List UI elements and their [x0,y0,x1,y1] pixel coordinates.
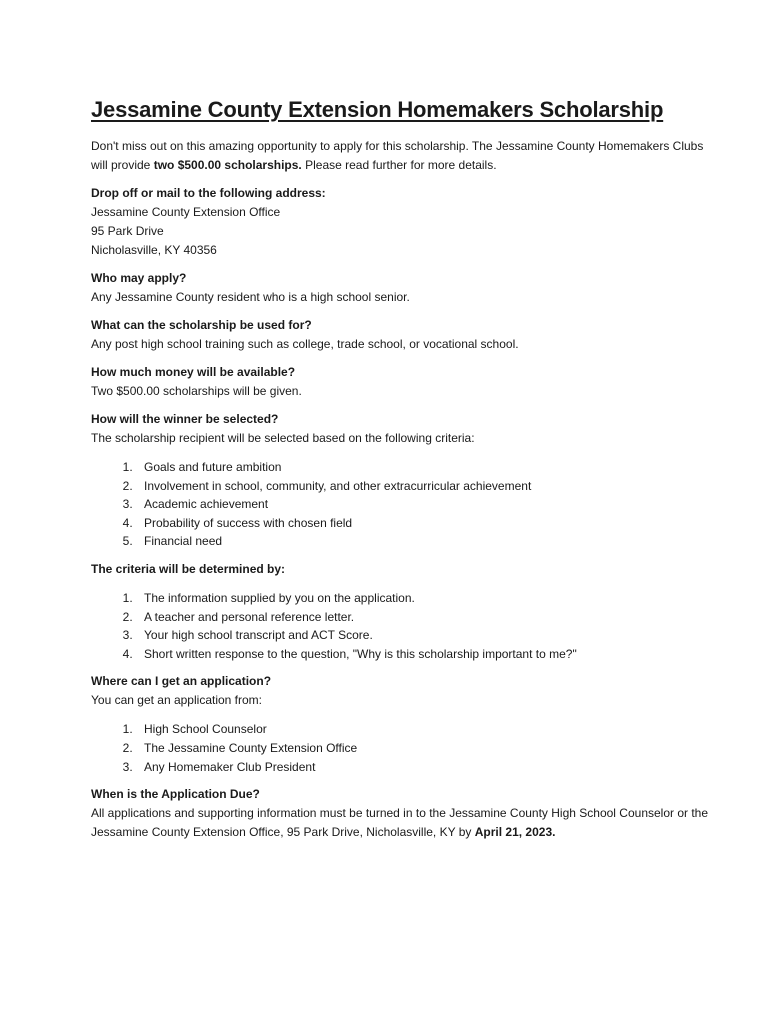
list-item: 2. Involvement in school, community, and other extracurricular achievement [136,477,711,496]
address-heading: Drop off or mail to the following address: [91,186,326,200]
where-section [91,672,711,776]
who-section [91,269,711,307]
list-item: 2. A teacher and personal reference letter. [136,608,711,627]
use-heading: What can the scholarship be used for? [91,318,312,332]
address-line-3: Nicholasville, KY 40356 [91,243,217,257]
criteria-section [91,560,711,663]
due-heading: When is the Application Due? [91,787,260,802]
who-heading: Who may apply? [91,271,187,285]
document-page [91,96,711,842]
money-heading: How much money will be available? [91,365,296,379]
list-item: 2. The Jessamine County Extension Office [136,739,711,758]
criteria-list [91,589,711,663]
address-line-1: Jessamine County Extension Office [91,205,281,219]
where-heading: Where can I get an application? [91,674,272,689]
use-text: Any post high school training such as college, trade school, or vocational school. [91,337,519,351]
due-section [91,785,711,842]
page-title: Jessamine County Extension Homemakers Scholarship [91,97,664,122]
list-item: 3. Academic achievement [136,495,711,514]
selection-section [91,410,711,551]
due-paragraph [91,804,711,842]
list-item: 4. Probability of success with chosen field [136,514,711,533]
selection-heading: How will the winner be selected? [91,412,279,426]
due-date: April 21, 2023. [474,825,556,840]
where-text: You can get an application from: [91,693,263,708]
address-line-2: 95 Park Drive [91,224,164,238]
list-item: 1. The information supplied by you on the application. [136,589,711,608]
list-item: 1. High School Counselor [136,720,711,739]
intro-text: Don't miss out on this amazing opportunity to apply for this scholarship. The Jessamine County Homemakers Clubs will provide [91,139,704,172]
due-text: All applications and supporting information must be turned in to the Jessamine County High School Counselor or the Jessamine County Extension Office, 95 Park Drive, Nicholasville, KY by [91,806,709,840]
intro-bold-text: two $500.00 scholarships. [153,158,302,172]
intro-text-end: Please read further for more details. [301,158,497,172]
list-item: 3. Any Homemaker Club President [136,758,711,777]
money-section [91,363,711,401]
who-text: Any Jessamine County resident who is a high school senior. [91,290,410,304]
list-item: 5. Financial need [136,532,711,551]
where-list [91,720,711,776]
address-section [91,184,711,260]
list-item: 4. Short written response to the question, "Why is this scholarship important to me?" [136,645,711,664]
money-text: Two $500.00 scholarships will be given. [91,384,302,398]
intro-paragraph [91,137,711,175]
list-item: 1. Goals and future ambition [136,458,711,477]
criteria-heading: The criteria will be determined by: [91,561,286,576]
selection-text: The scholarship recipient will be selected based on the following criteria: [91,431,475,445]
selection-criteria-list [91,458,711,551]
list-item: 3. Your high school transcript and ACT Score. [136,626,711,645]
use-section [91,316,711,354]
